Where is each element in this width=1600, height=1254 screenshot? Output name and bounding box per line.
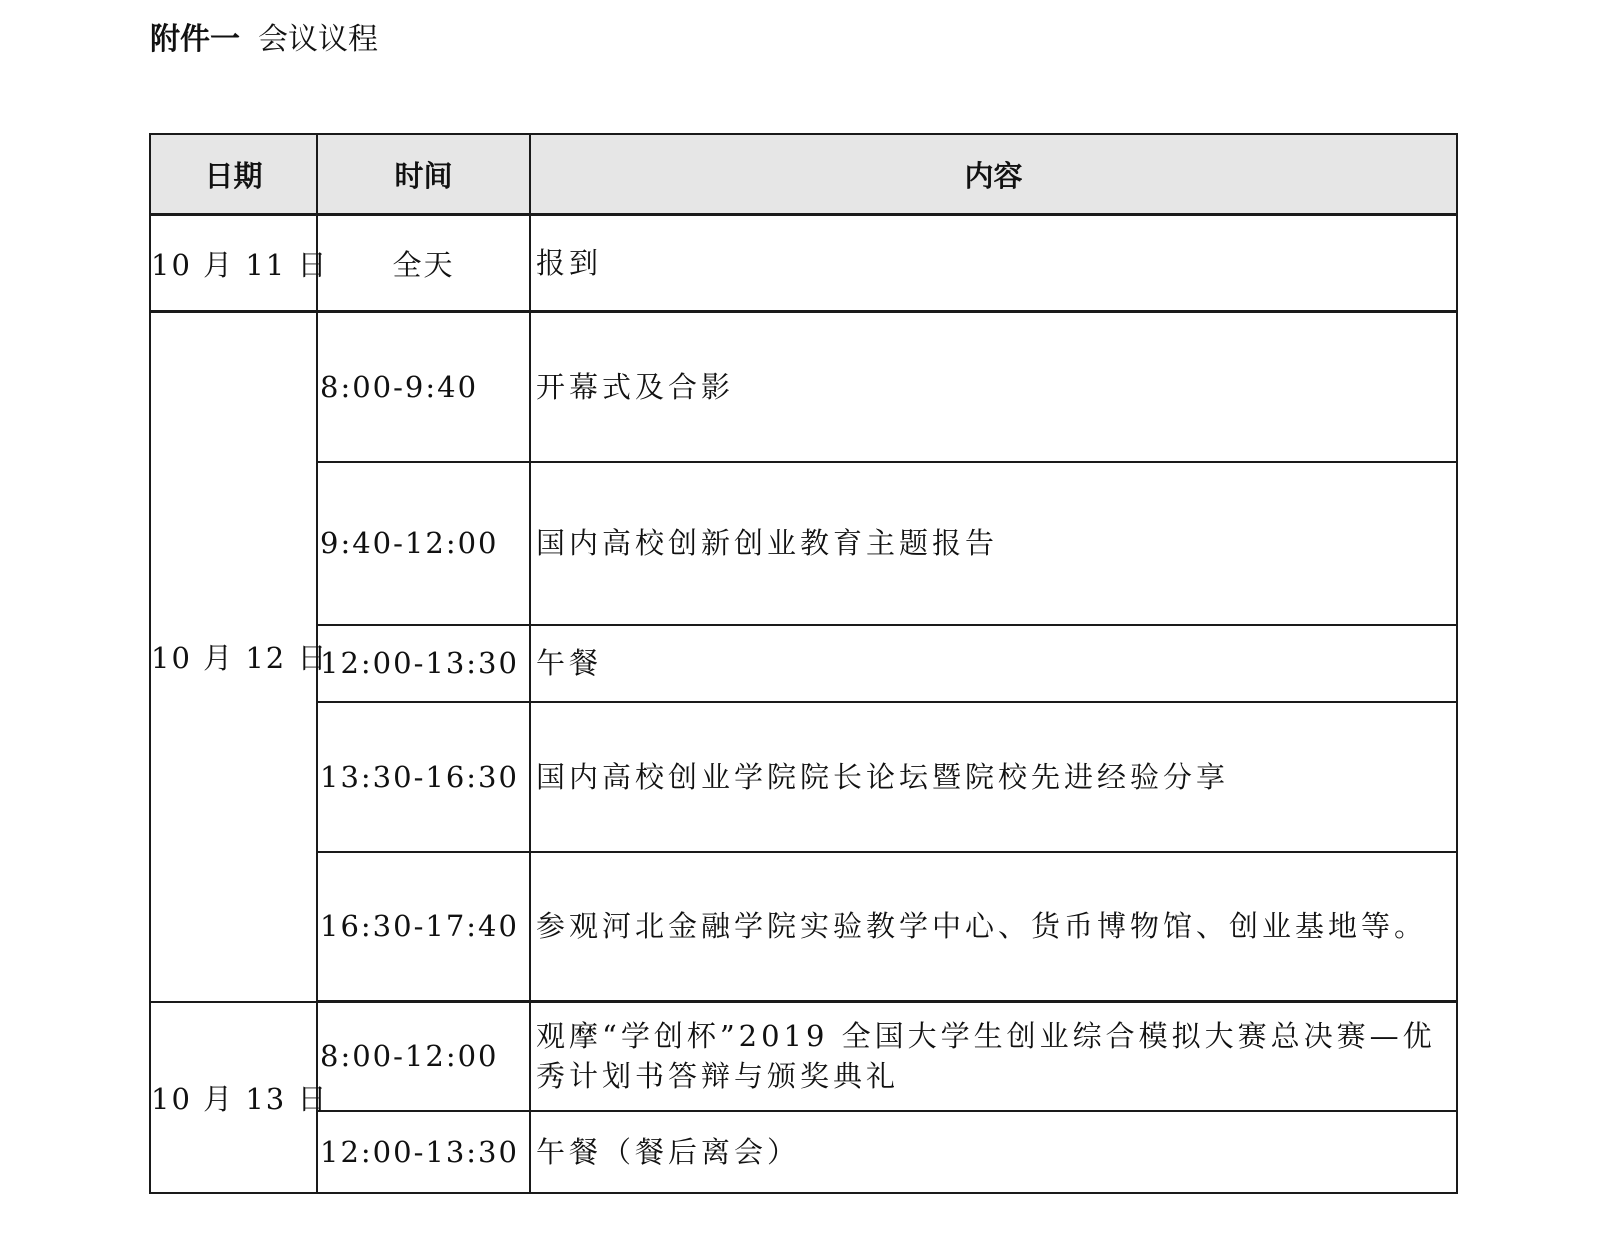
content-cell: 报到	[530, 215, 1457, 312]
attachment-label: 附件一	[150, 22, 240, 57]
content-cell: 观摩“学创杯”2019 全国大学生创业综合模拟大赛总决赛—优秀计划书答辩与颁奖典礼	[530, 1002, 1457, 1111]
table-row	[150, 215, 1457, 312]
time-cell: 12:00-13:30	[317, 1111, 530, 1193]
content-cell: 午餐	[530, 625, 1457, 702]
date-cell: 10 月 12 日	[150, 312, 317, 1002]
agenda-table-body	[150, 215, 1457, 1193]
table-row	[150, 625, 1457, 702]
page-title: 会议议程	[258, 22, 378, 57]
table-row	[150, 1111, 1457, 1193]
time-cell: 8:00-9:40	[317, 312, 530, 462]
page-heading	[150, 20, 378, 60]
table-row	[150, 852, 1457, 1002]
content-cell: 国内高校创新创业教育主题报告	[530, 462, 1457, 625]
header-row	[150, 134, 1457, 215]
time-cell: 12:00-13:30	[317, 625, 530, 702]
date-cell: 10 月 11 日	[150, 215, 317, 312]
table-row	[150, 312, 1457, 462]
table-row	[150, 1002, 1457, 1111]
time-cell: 16:30-17:40	[317, 852, 530, 1002]
time-cell: 13:30-16:30	[317, 702, 530, 852]
header-time: 时间	[317, 134, 530, 215]
time-cell: 8:00-12:00	[317, 1002, 530, 1111]
header-content: 内容	[530, 134, 1457, 215]
table-row	[150, 462, 1457, 625]
agenda-table	[149, 133, 1458, 1194]
content-cell: 午餐（餐后离会）	[530, 1111, 1457, 1193]
content-cell: 国内高校创业学院院长论坛暨院校先进经验分享	[530, 702, 1457, 852]
content-cell: 开幕式及合影	[530, 312, 1457, 462]
table-row	[150, 702, 1457, 852]
content-cell: 参观河北金融学院实验教学中心、货币博物馆、创业基地等。	[530, 852, 1457, 1002]
date-cell: 10 月 13 日	[150, 1002, 317, 1193]
time-cell: 9:40-12:00	[317, 462, 530, 625]
agenda-table-header	[150, 134, 1457, 215]
header-date: 日期	[150, 134, 317, 215]
time-cell: 全天	[317, 215, 530, 312]
